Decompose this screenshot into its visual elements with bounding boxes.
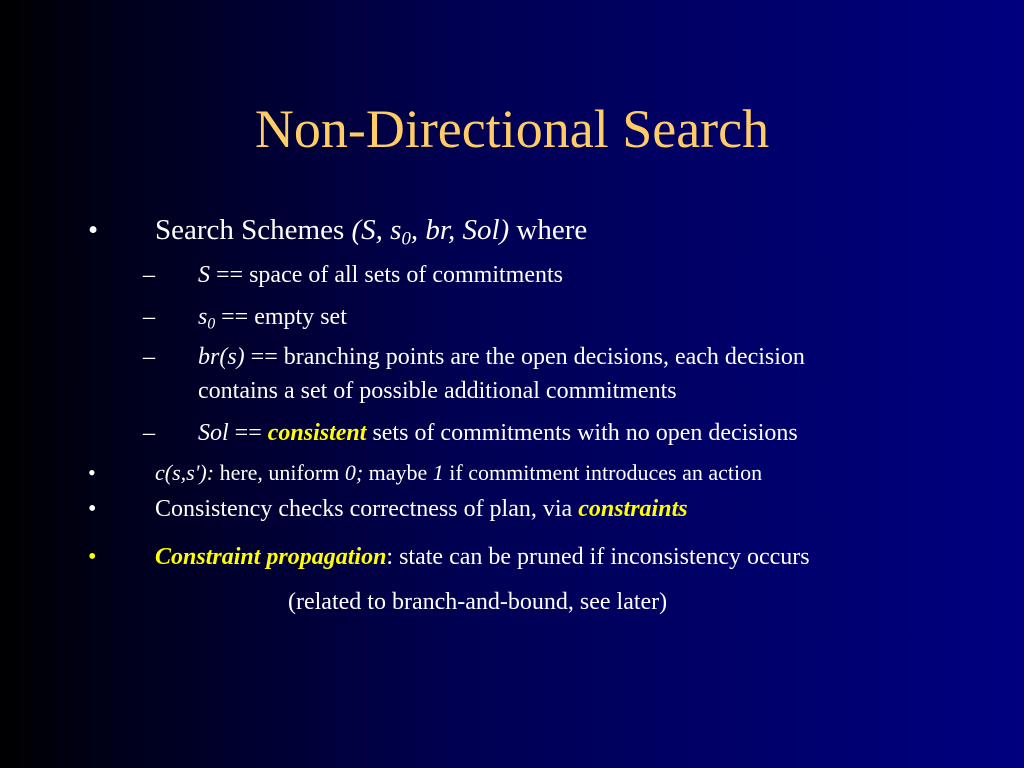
bullet-marker: • [88, 460, 96, 485]
italic-segment: 1 [432, 460, 444, 485]
text-segment: Search Schemes [155, 214, 352, 246]
text-segment: if commitment introduces an action [443, 460, 763, 485]
dash-marker: – [143, 262, 155, 288]
sub-bullet-text [198, 344, 805, 371]
bullet-constraint-propagation-note [288, 589, 667, 616]
dash-marker: – [143, 304, 155, 330]
bullet-text [155, 496, 688, 523]
text-segment: maybe [363, 460, 433, 485]
italic-segment: S [198, 262, 210, 288]
text-segment: sets of commitments with no open decisions [366, 420, 798, 446]
subscript: 0 [401, 228, 411, 250]
text-segment: == empty set [215, 304, 347, 330]
note-text: (related to branch-and-bound, see later) [288, 589, 668, 615]
text-segment: where [509, 214, 588, 246]
sub-bullet-text [198, 262, 563, 289]
slide-title: Non-Directional Search [254, 99, 770, 159]
text-segment: == branching points are the open decisions, each decision [244, 344, 805, 370]
bullet-text [155, 460, 762, 486]
text-segment: : state can be pruned if inconsistency occurs [386, 544, 810, 570]
italic-segment: c(s,s'): [155, 460, 215, 485]
bullet-marker: • [88, 544, 97, 570]
highlight-constraints: constraints [578, 496, 688, 522]
highlight-consistent: consistent [267, 420, 367, 446]
bullet-marker: • [88, 496, 97, 522]
bullet-text [155, 544, 810, 571]
sub-bullet-text [198, 304, 347, 331]
subscript: 0 [207, 315, 216, 333]
italic-segment: , br, Sol) [410, 214, 510, 246]
bullet-text [155, 214, 588, 250]
highlight-constraint-propagation: Constraint propagation [155, 544, 387, 570]
dash-marker: – [143, 420, 155, 446]
sub-bullet-text: contains a set of possible additional commitments [198, 378, 677, 404]
bullet-marker: • [88, 214, 99, 246]
italic-segment: Sol [198, 420, 229, 446]
italic-segment: br(s) [198, 344, 245, 370]
text-segment: == space of all sets of commitments [210, 262, 563, 288]
italic-segment: 0; [344, 460, 364, 485]
italic-segment: s [198, 304, 208, 330]
italic-segment: (S, s [351, 214, 402, 246]
text-segment: here, uniform [214, 460, 345, 485]
text-segment: Consistency checks correctness of plan, via [155, 496, 579, 522]
text-segment: == [228, 420, 268, 446]
sub-bullet-text [198, 420, 798, 447]
dash-marker: – [143, 344, 155, 370]
